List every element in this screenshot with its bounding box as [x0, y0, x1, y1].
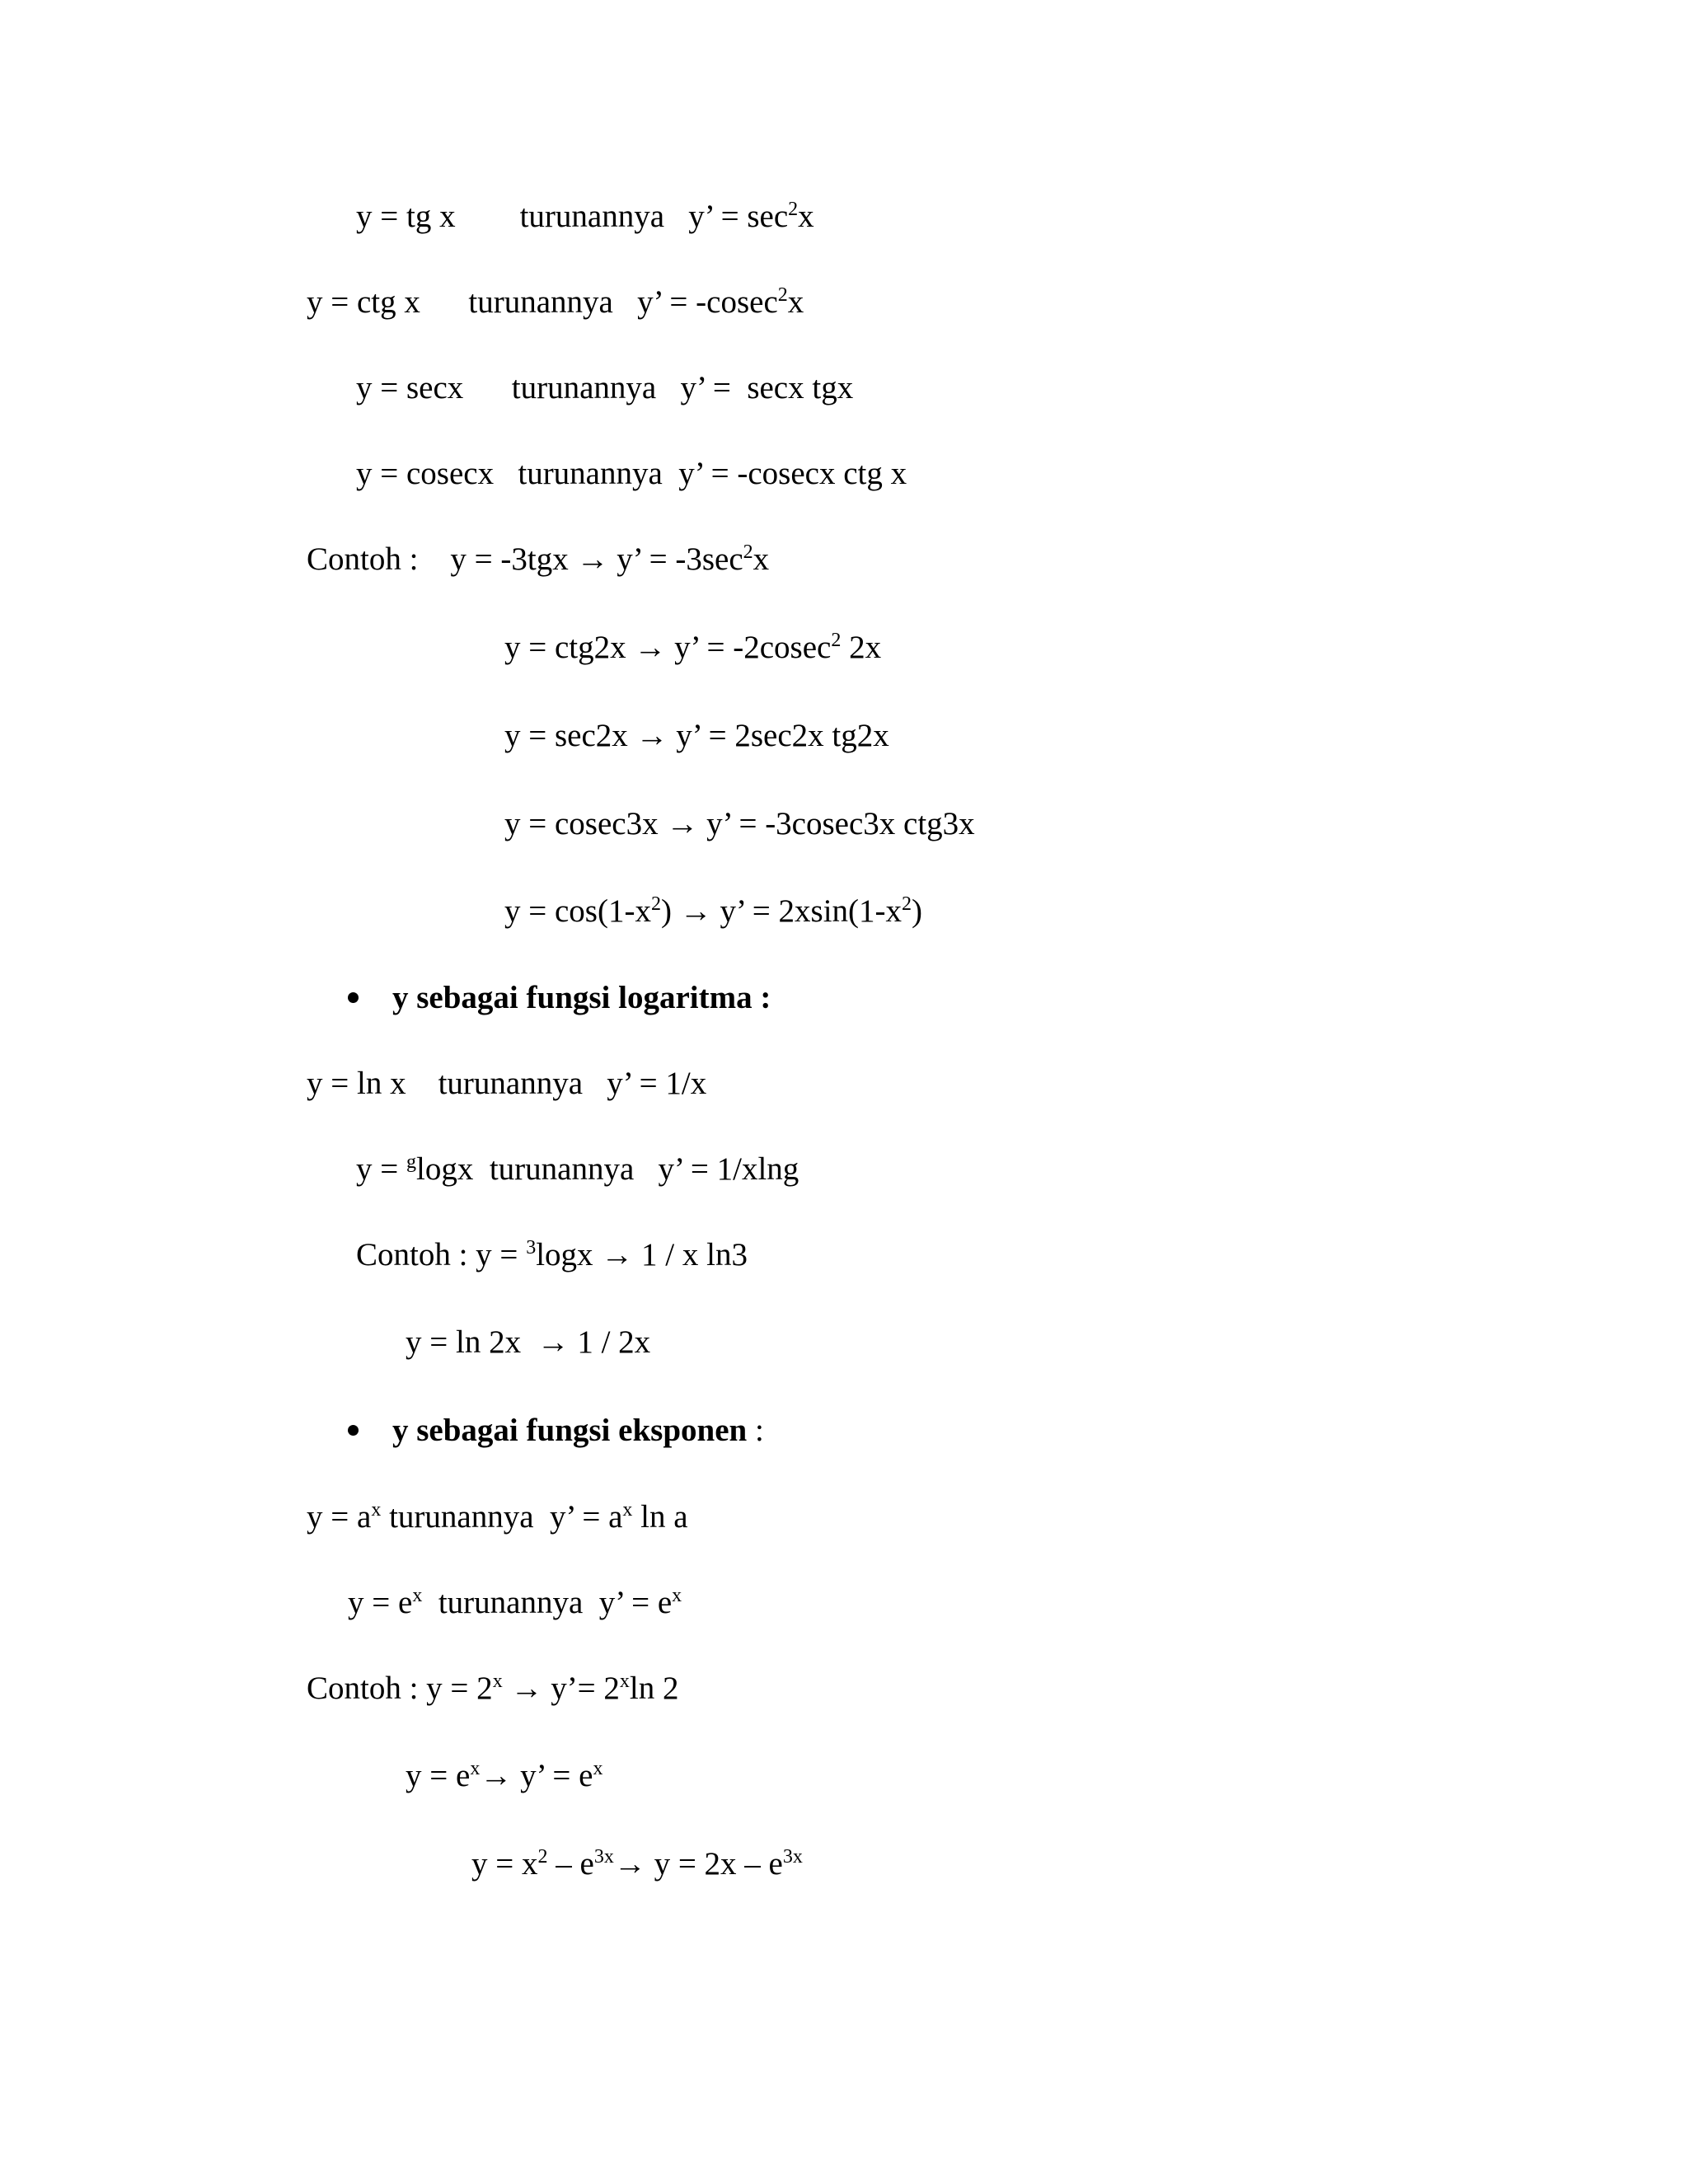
formula-cotangent: [307, 286, 804, 318]
superscript: 2: [743, 541, 753, 563]
text-segment: ) → y’ = 2xsin(1-x: [660, 893, 903, 929]
superscript: x: [412, 1585, 423, 1606]
text-segment: x: [787, 284, 804, 320]
text-segment: y = a: [307, 1499, 372, 1535]
text-segment: → y’ = e: [480, 1758, 593, 1793]
formula-secant: [356, 372, 853, 404]
text-segment: y = x: [471, 1846, 538, 1882]
text-segment: y = cosecx turunannya y’ = -cosecx ctg x: [356, 456, 907, 491]
section-heading-logarithm: [392, 982, 771, 1014]
text-segment: y = ctg2x → y’ = -2cosec: [504, 630, 832, 665]
text-segment: y = ln 2x → 1 / 2x: [406, 1324, 651, 1360]
text-segment: → y = 2x – e: [613, 1846, 783, 1882]
text-segment: :: [747, 1413, 764, 1448]
text-segment: ln 2: [629, 1671, 679, 1706]
text-segment: turunannya y’ = e: [422, 1585, 673, 1620]
formula-tangent: [356, 200, 814, 232]
text-segment: 2x: [841, 630, 882, 665]
exp-example-2: [406, 1760, 603, 1792]
text-segment: logx turunannya y’ = 1/xlng: [416, 1151, 799, 1187]
text-segment: y = cosec3x → y’ = -3cosec3x ctg3x: [504, 806, 975, 841]
text-segment: logx → 1 / x ln3: [536, 1237, 748, 1272]
formula-ln: [307, 1067, 706, 1099]
superscript: 3x: [782, 1846, 803, 1868]
superscript: 2: [537, 1846, 548, 1868]
text-segment: turunannya y’ = a: [381, 1499, 623, 1535]
text-segment: Contoh : y =: [356, 1237, 527, 1272]
trig-example-5: [504, 895, 922, 927]
superscript: x: [672, 1585, 682, 1606]
exp-example-3: [471, 1848, 803, 1880]
exp-example-1: [307, 1672, 679, 1704]
text-segment: y sebagai fungsi eksponen: [392, 1413, 748, 1448]
superscript: 3x: [593, 1846, 614, 1868]
trig-example-2: [504, 631, 881, 663]
text-segment: → y’= 2: [502, 1671, 620, 1706]
superscript: 2: [777, 284, 788, 306]
text-segment: Contoh : y = 2: [307, 1671, 493, 1706]
superscript: g: [406, 1151, 416, 1173]
text-segment: – e: [547, 1846, 594, 1882]
superscript: x: [470, 1758, 481, 1779]
text-segment: x: [753, 541, 770, 577]
bullet-icon: [348, 992, 359, 1003]
superscript: 2: [831, 630, 842, 651]
log-example-1: [356, 1239, 748, 1271]
superscript: x: [492, 1671, 503, 1692]
text-segment: y = secx turunannya y’ = secx tgx: [356, 370, 854, 405]
formula-exp-e: [348, 1586, 682, 1619]
superscript: 2: [788, 199, 799, 220]
log-example-2: [406, 1326, 650, 1358]
text-segment: x: [798, 199, 814, 234]
superscript: x: [619, 1671, 630, 1692]
section-heading-exponent: [392, 1414, 764, 1446]
formula-cosecant: [356, 457, 907, 490]
bullet-icon: [348, 1425, 359, 1436]
text-segment: y =: [356, 1151, 406, 1187]
superscript: x: [371, 1499, 382, 1521]
text-segment: y = ln x turunannya y’ = 1/x: [307, 1066, 707, 1101]
text-segment: Contoh : y = -3tgx → y’ = -3sec: [307, 541, 743, 577]
text-segment: ln a: [632, 1499, 688, 1535]
formula-exp-a: [307, 1501, 688, 1533]
trig-example-4: [504, 808, 975, 840]
text-segment: y = cos(1-x: [504, 893, 651, 929]
text-segment: y = sec2x → y’ = 2sec2x tg2x: [504, 718, 889, 753]
trig-example-3: [504, 719, 889, 752]
text-segment: y = tg x turunannya y’ = sec: [356, 199, 789, 234]
formula-log-base-g: [356, 1153, 799, 1185]
superscript: 3: [526, 1237, 537, 1258]
trig-example-1: [307, 543, 769, 575]
text-segment: y = e: [406, 1758, 471, 1793]
text-segment: y = ctg x turunannya y’ = -cosec: [307, 284, 778, 320]
text-segment: ): [912, 893, 923, 929]
superscript: 2: [650, 893, 661, 915]
text-segment: y sebagai fungsi logaritma :: [392, 980, 771, 1015]
text-segment: y = e: [348, 1585, 413, 1620]
superscript: x: [593, 1758, 603, 1779]
superscript: x: [622, 1499, 633, 1521]
superscript: 2: [902, 893, 912, 915]
